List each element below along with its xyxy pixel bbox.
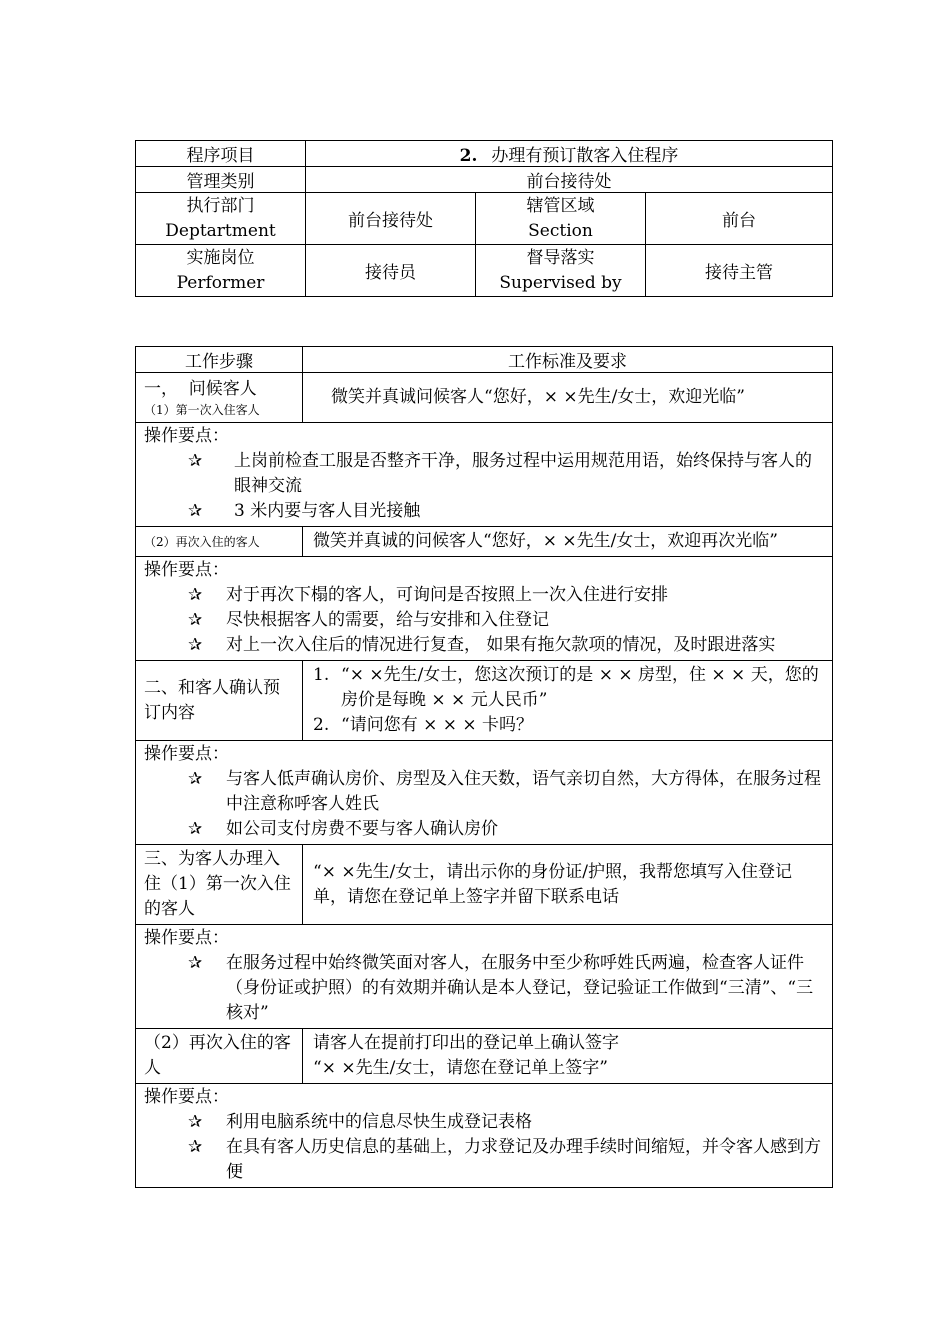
performer-label — [136, 245, 306, 297]
list-item — [144, 1135, 824, 1185]
point-text: 对上一次入住后的情况进行复查， 如果有拖欠款项的情况，及时跟进落实 — [226, 635, 776, 655]
dept-value: 前台接待处 — [306, 193, 476, 245]
point-text: 对于再次下榻的客人，可询问是否按照上一次入住进行安排 — [226, 585, 668, 605]
procedure-header-table — [135, 140, 833, 297]
star-icon: ✰ — [188, 819, 203, 839]
supervisor-value: 接待主管 — [646, 245, 833, 297]
step-1b-points — [136, 557, 833, 661]
work-steps-table — [135, 346, 833, 1188]
point-text: 在具有客人历史信息的基础上，力求登记及办理手续时间缩短，并令客人感到方便 — [226, 1137, 821, 1182]
item-text: “请问您有 × × × 卡吗？ — [341, 715, 534, 735]
point-text: 上岗前检查工服是否整齐干净，服务过程中运用规范用语，始终保持与客人的眼神交流 — [234, 451, 812, 496]
step-3b-standard-line1: 请客人在提前打印出的登记单上确认签字 — [313, 1033, 619, 1053]
performer-value: 接待员 — [306, 245, 476, 297]
section-label-en: Section — [528, 220, 593, 241]
star-icon: ✰ — [188, 585, 203, 605]
col-header-standard: 工作标准及要求 — [303, 347, 833, 373]
star-icon: ✰ — [188, 451, 203, 471]
point-text: 在服务过程中始终微笑面对客人，在服务中至少称呼姓氏两遍，检查客人证件（身份证或护照）的有效期并确认是本人登记，登记验证工作做到“三清”、“三核对” — [226, 953, 814, 1023]
points-title: 操作要点： — [144, 426, 229, 446]
supervisor-label-en: Supervised by — [499, 272, 622, 293]
point-text: 利用电脑系统中的信息尽快生成登记表格 — [226, 1112, 532, 1132]
step-3b-standard — [303, 1029, 833, 1084]
step-1-points — [136, 423, 833, 527]
point-text: 尽快根据客人的需要，给与安排和入住登记 — [226, 610, 549, 630]
star-icon: ✰ — [188, 635, 203, 655]
step-3b-points — [136, 1084, 833, 1188]
list-item — [144, 449, 824, 499]
step-2-standard — [303, 661, 833, 741]
program-number: 2. — [459, 146, 478, 166]
program-title-cell — [306, 141, 833, 167]
step-2-points — [136, 741, 833, 845]
step-1-cell — [136, 373, 303, 423]
step-1-standard: 微笑并真诚问候客人“您好，× ×先生/女士，欢迎光临” — [303, 373, 833, 423]
star-icon: ✰ — [188, 501, 203, 521]
list-item — [144, 583, 824, 608]
star-icon: ✰ — [188, 769, 203, 789]
performer-label-en: Performer — [176, 272, 265, 293]
points-title: 操作要点： — [144, 928, 229, 948]
supervisor-label-cn: 督导落实 — [526, 247, 595, 268]
step-2-cell: 二、和客人确认预订内容 — [136, 661, 303, 741]
list-item — [144, 1110, 824, 1135]
col-header-step: 工作步骤 — [136, 347, 303, 373]
star-icon: ✰ — [188, 1137, 203, 1157]
star-icon: ✰ — [188, 610, 203, 630]
points-title: 操作要点： — [144, 560, 229, 580]
program-item-label: 程序项目 — [136, 141, 306, 167]
performer-label-cn: 实施岗位 — [186, 247, 255, 268]
step-1-title: 一， 问候客人 — [144, 379, 257, 399]
step-1b-standard: 微笑并真诚的问候客人“您好，× ×先生/女士，欢迎再次光临” — [303, 527, 833, 557]
points-title: 操作要点： — [144, 1087, 229, 1107]
star-icon: ✰ — [188, 1112, 203, 1132]
dept-label-en: Deptartment — [165, 220, 276, 241]
list-item — [144, 767, 824, 817]
list-item — [144, 817, 824, 842]
mgmt-category-label: 管理类别 — [136, 167, 306, 193]
section-value: 前台 — [646, 193, 833, 245]
star-icon: ✰ — [188, 953, 203, 973]
point-text: 如公司支付房费不要与客人确认房价 — [226, 819, 498, 839]
list-item — [313, 713, 824, 738]
supervisor-label — [476, 245, 646, 297]
point-text: 与客人低声确认房价、房型及入住天数，语气亲切自然，大方得体，在服务过程中注意称呼客人姓氏 — [226, 769, 821, 814]
step-3-standard: “× ×先生/女士，请出示你的身份证/护照，我帮您填写入住登记单，请您在登记单上签字并留下联系电话 — [303, 845, 833, 925]
step-3-cell: 三、为客人办理入住（1）第一次入住的客人 — [136, 845, 303, 925]
section-label — [476, 193, 646, 245]
step-3-points — [136, 925, 833, 1029]
list-item — [144, 951, 824, 1026]
item-number: 2. — [313, 715, 330, 735]
points-title: 操作要点： — [144, 744, 229, 764]
dept-label-cn: 执行部门 — [186, 195, 255, 216]
point-text: 3 米内要与客人目光接触 — [234, 501, 421, 521]
step-3b-standard-line2: “× ×先生/女士，请您在登记单上签字” — [313, 1058, 609, 1078]
dept-label — [136, 193, 306, 245]
program-title: 办理有预订散客入住程序 — [491, 146, 679, 166]
step-1b-cell — [136, 527, 303, 557]
item-text: “× ×先生/女士，您这次预订的是 × × 房型，住 × × 天，您的房价是每晚 × × 元人民币” — [341, 665, 819, 710]
list-item — [144, 633, 824, 658]
step-1-subtitle: （1）第一次入住客人 — [144, 403, 260, 417]
item-number: 1. — [313, 665, 330, 685]
mgmt-category-value: 前台接待处 — [306, 167, 833, 193]
list-item — [144, 499, 824, 524]
list-item — [144, 608, 824, 633]
section-label-cn: 辖管区域 — [526, 195, 595, 216]
step-3b-cell: （2）再次入住的客人 — [136, 1029, 303, 1084]
step-1b-title: （2）再次入住的客人 — [144, 534, 260, 549]
list-item — [313, 663, 824, 713]
